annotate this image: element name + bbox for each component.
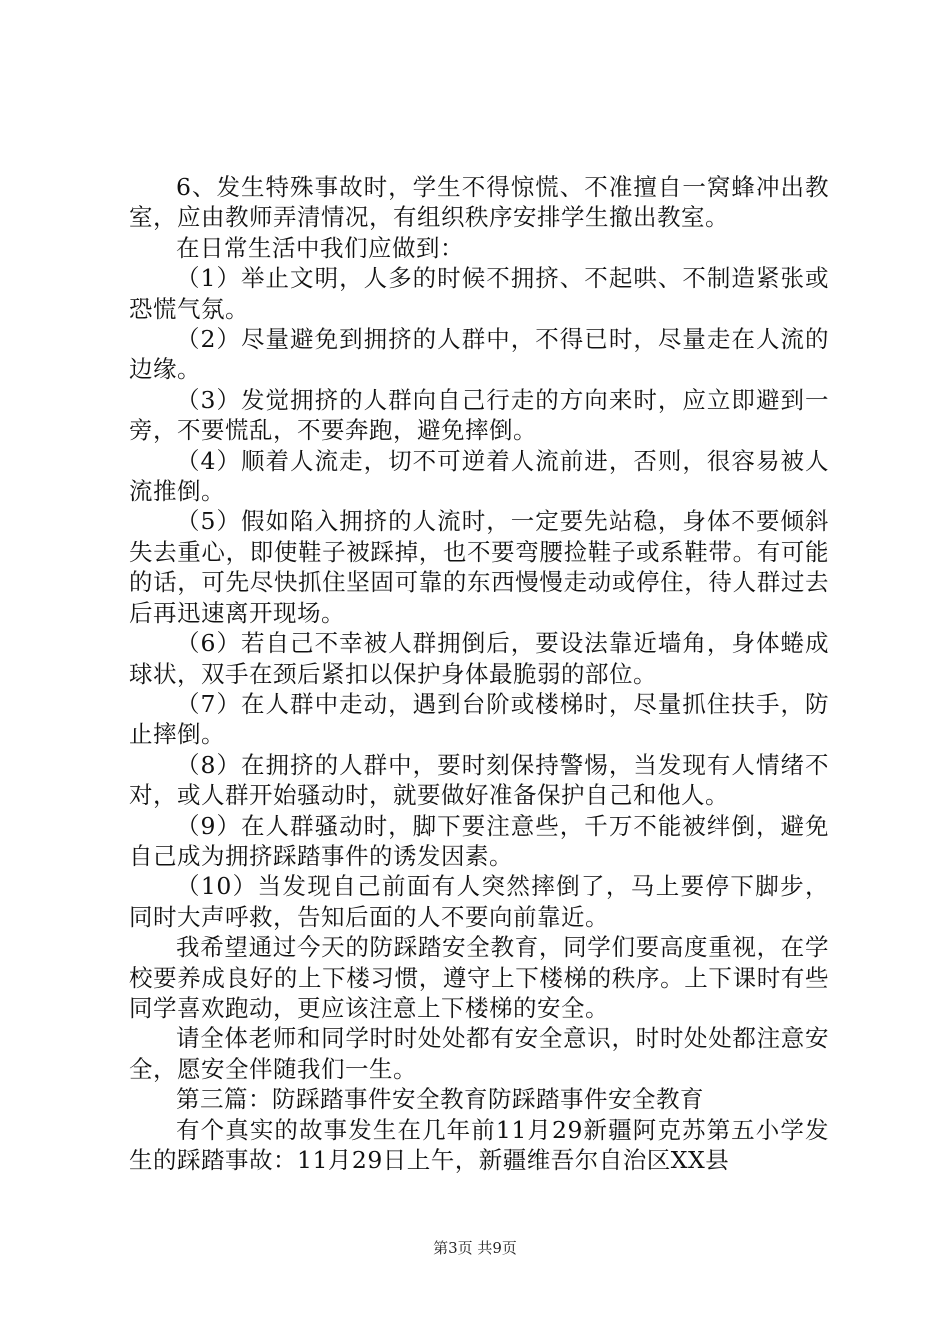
page-number-footer: 第3页 共9页 <box>433 1239 517 1257</box>
paragraph: （9）在人群骚动时，脚下要注意些，千万不能被绊倒，避免自己成为拥挤踩踏事件的诱发因素。 <box>129 811 829 870</box>
paragraph: （1）举止文明，人多的时候不拥挤、不起哄、不制造紧张或恐慌气氛。 <box>129 264 829 323</box>
document-body <box>129 172 829 1175</box>
paragraph: （2）尽量避免到拥挤的人群中，不得已时，尽量走在人流的边缘。 <box>129 325 829 384</box>
paragraph: （10）当发现自己前面有人突然摔倒了，马上要停下脚步，同时大声呼救，告知后面的人不要向前靠近。 <box>129 872 829 931</box>
paragraph: 我希望通过今天的防踩踏安全教育，同学们要高度重视，在学校要养成良好的上下楼习惯，遵守上下楼梯的秩序。上下课时有些同学喜欢跑动，更应该注意上下楼梯的安全。 <box>129 933 829 1022</box>
paragraph: 请全体老师和同学时时处处都有安全意识，时时处处都注意安全，愿安全伴随我们一生。 <box>129 1024 829 1083</box>
paragraph: （7）在人群中走动，遇到台阶或楼梯时，尽量抓住扶手，防止摔倒。 <box>129 689 829 749</box>
paragraph: （6）若自己不幸被人群拥倒后，要设法靠近墙角，身体蜷成球状，双手在颈后紧扣以保护身体最脆弱的部位。 <box>129 629 829 688</box>
paragraph: 在日常生活中我们应做到： <box>176 233 464 262</box>
paragraph: 有个真实的故事发生在几年前11月29新疆阿克苏第五小学发生的踩踏事故：11月29日上午，新疆维吾尔自治区XX县 <box>129 1115 829 1174</box>
paragraph: （8）在拥挤的人群中，要时刻保持警惕，当发现有人情绪不对，或人群开始骚动时，就要做好准备保护自己和他人。 <box>129 750 829 810</box>
paragraph: （3）发觉拥挤的人群向自己行走的方向来时，应立即避到一旁，不要慌乱，不要奔跑，避免摔倒。 <box>129 385 829 445</box>
paragraph: （4）顺着人流走，切不可逆着人流前进，否则，很容易被人流推倒。 <box>129 446 829 506</box>
section-heading: 第三篇：防踩踏事件安全教育防踩踏事件安全教育 <box>176 1085 704 1114</box>
paragraph: （5）假如陷入拥挤的人流时，一定要先站稳，身体不要倾斜失去重心，即使鞋子被踩掉，也不要弯腰捡鞋子或系鞋带。有可能的话，可先尽快抓住坚固可靠的东西慢慢走动或停住，待人群过去后再迅速离开现场。 <box>129 507 829 627</box>
paragraph: 6、发生特殊事故时，学生不得惊慌、不准擅自一窝蜂冲出教室，应由教师弄清情况，有组织秩序安排学生撤出教室。 <box>129 173 829 232</box>
